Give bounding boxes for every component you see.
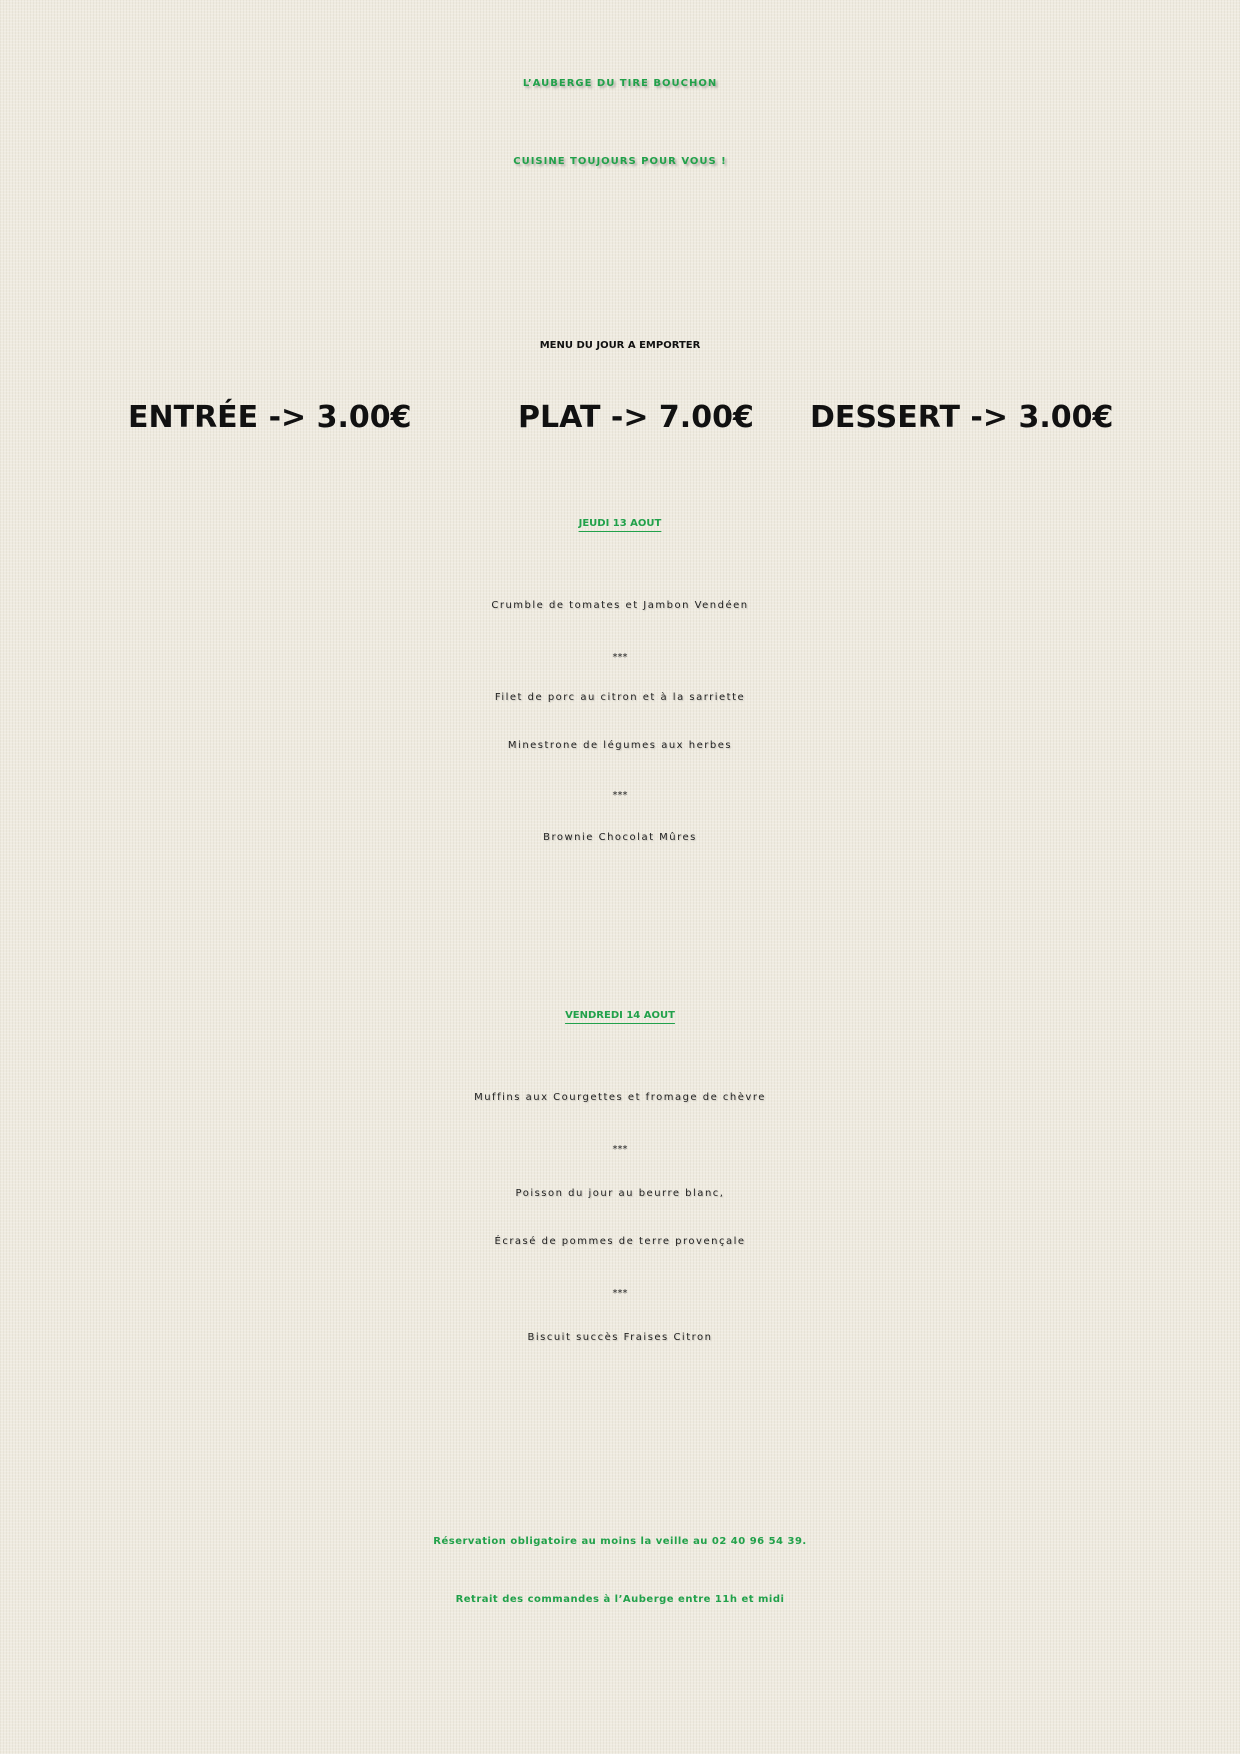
dish-line: Biscuit succès Fraises Citron (527, 1332, 713, 1343)
course-separator: *** (612, 790, 628, 801)
day-title-vendredi: VENDREDI 14 AOUT (565, 1010, 675, 1021)
dish-line: Brownie Chocolat Mûres (543, 832, 697, 843)
reservation-note: Réservation obligatoire au moins la veille au 02 40 96 54 39. (433, 1536, 807, 1547)
pickup-note: Retrait des commandes à l’Auberge entre 11h et midi (455, 1594, 785, 1605)
price-plat: PLAT -> 7.00€ (518, 400, 754, 435)
dish-line: Minestrone de légumes aux herbes (507, 740, 733, 751)
dish-line: Filet de porc au citron et à la sarriette (494, 692, 746, 703)
course-separator: *** (612, 1144, 628, 1155)
dish-line: Muffins aux Courgettes et fromage de chèvre (474, 1092, 766, 1103)
course-separator: *** (612, 652, 628, 663)
menu-heading: MENU DU JOUR A EMPORTER (539, 340, 701, 351)
price-entree: ENTRÉE -> 3.00€ (128, 400, 412, 435)
course-separator: *** (612, 1288, 628, 1299)
dish-line: Écrasé de pommes de terre provençale (494, 1236, 746, 1247)
dish-line: Crumble de tomates et Jambon Vendéen (491, 600, 749, 611)
day-title-jeudi: JEUDI 13 AOUT (578, 518, 662, 529)
title-line-1: L’AUBERGE DU TIRE BOUCHON (522, 78, 718, 89)
title-line-2: CUISINE TOUJOURS POUR VOUS ! (513, 156, 727, 167)
price-list (0, 400, 1240, 444)
price-dessert: DESSERT -> 3.00€ (810, 400, 1114, 435)
dish-line: Poisson du jour au beurre blanc, (515, 1188, 725, 1199)
